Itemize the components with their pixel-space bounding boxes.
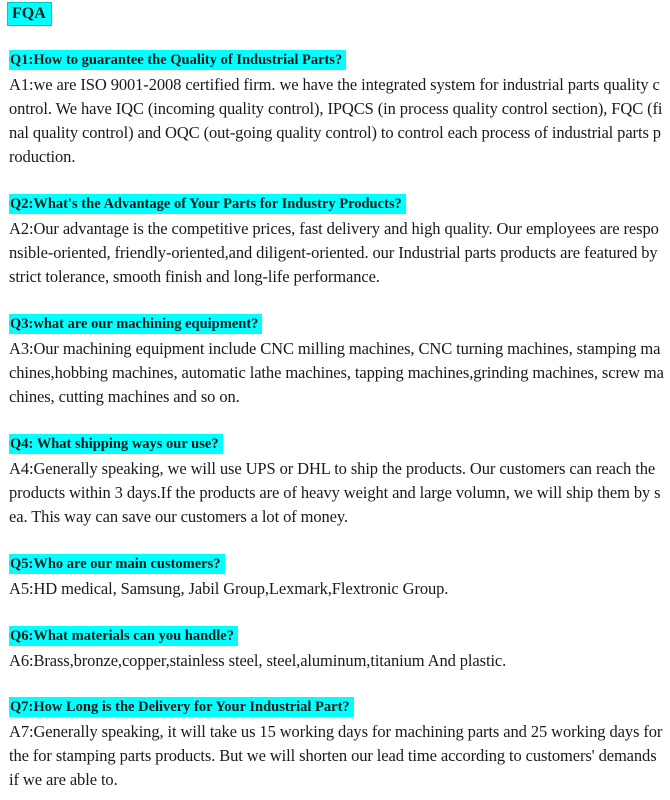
answer-5: A5:HD medical, Samsung, Jabil Group,Lexmark,Flextronic Group. bbox=[9, 579, 449, 598]
question-4: Q4: What shipping ways our use? bbox=[9, 434, 223, 454]
answer-3: A3:Our machining equipment include CNC milling machines, CNC turning machines, stamping machines,hobbing machines, automatic lathe machines, tapping machines,grinding machines, screw machines, cutting machines and so on. bbox=[9, 339, 664, 406]
question-5: Q5:Who are our main customers? bbox=[9, 554, 225, 574]
question-2: Q2:What's the Advantage of Your Parts for Industry Products? bbox=[9, 194, 406, 214]
answer-2: A2:Our advantage is the competitive prices, fast delivery and high quality. Our employees are responsible-oriented, friendly-oriented,and diligent-oriented. our Industrial parts products are featured by strict tolerance, smooth finish and long-life performance. bbox=[9, 219, 659, 286]
question-1: Q1:How to guarantee the Quality of Industrial Parts? bbox=[9, 50, 346, 70]
faq-item-7 bbox=[9, 697, 664, 792]
question-6: Q6:What materials can you handle? bbox=[9, 626, 238, 646]
faq-item-6 bbox=[9, 626, 664, 673]
answer-1: A1:we are ISO 9001-2008 certified firm. we have the integrated system for industrial parts quality control. We have IQC (incoming quality control), IPQCS (in process quality control section), FQC (final quality control) and OQC (out-going quality control) to control each process of industrial parts production. bbox=[9, 75, 663, 166]
answer-6: A6:Brass,bronze,copper,stainless steel, steel,aluminum,titanium And plastic. bbox=[9, 651, 507, 670]
faq-item-3 bbox=[9, 314, 664, 409]
title-block bbox=[7, 2, 52, 26]
faq-item-4 bbox=[9, 434, 664, 529]
page-title: FQA bbox=[7, 2, 52, 26]
faq-item-5 bbox=[9, 554, 664, 601]
faq-item-2 bbox=[9, 194, 664, 289]
question-3: Q3:what are our machining equipment? bbox=[9, 314, 262, 334]
question-7: Q7:How Long is the Delivery for Your Industrial Part? bbox=[9, 697, 354, 717]
faq-item-1 bbox=[9, 50, 664, 169]
answer-7: A7:Generally speaking, it will take us 15 working days for machining parts and 25 working days for the for stamping parts products. But we will shorten our lead time according to customers' demands if we are able to. bbox=[9, 722, 663, 789]
answer-4: A4:Generally speaking, we will use UPS or DHL to ship the products. Our customers can reach the products within 3 days.If the products are of heavy weight and large volumn, we will ship them by sea. This way can save our customers a lot of money. bbox=[9, 459, 661, 526]
